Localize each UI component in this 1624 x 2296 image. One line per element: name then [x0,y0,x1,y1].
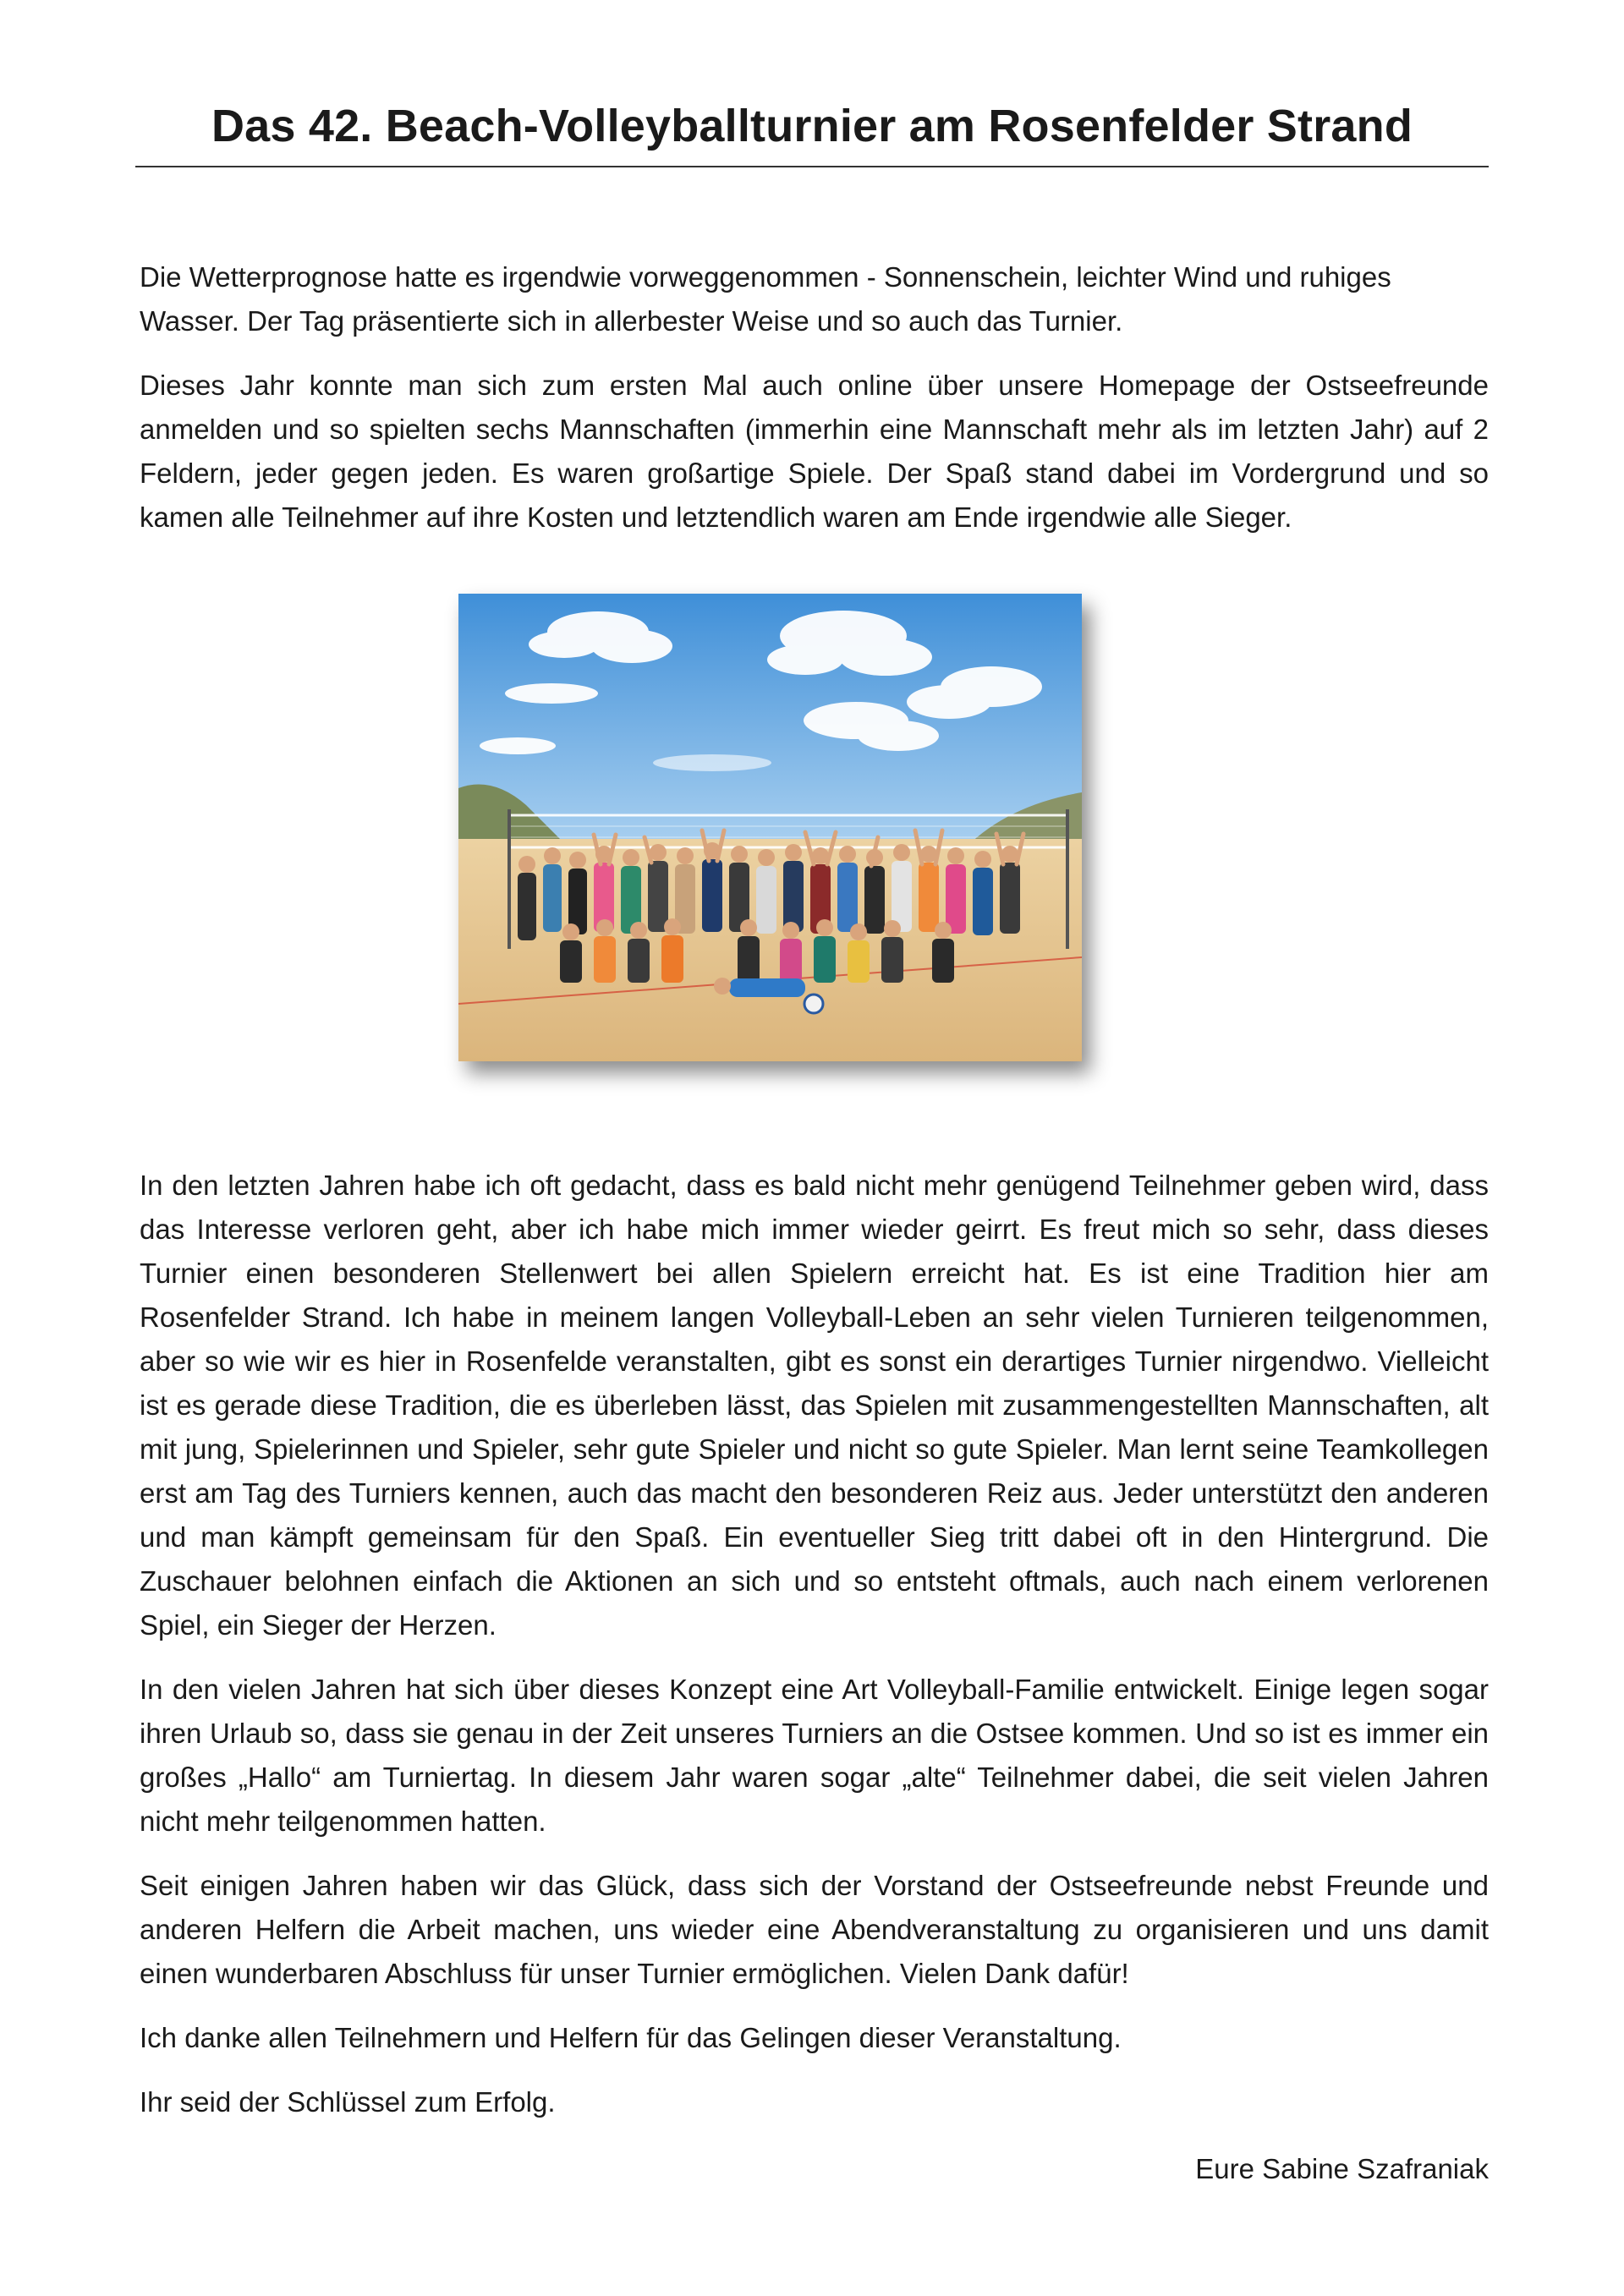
title-divider [135,166,1489,167]
page-title: Das 42. Beach-Volleyballturnier am Rosenfelder Strand [211,101,1413,151]
paragraph: Dieses Jahr konnte man sich zum ersten Mal auch online über unsere Homepage der Ostseefreunde anmelden und so spielten sechs Mannschaften (immerhin eine Mannschaft mehr als im letzten Jahr) auf 2 Feldern, jeder gegen jeden. Es waren großartige Spiele. Der Spaß stand dabei im Vordergrund und so kamen alle Teilnehmer auf ihre Kosten und letztendlich waren am Ende irgendwie alle Sieger. [140,370,1489,533]
paragraph: In den vielen Jahren hat sich über dieses Konzept eine Art Volleyball-Familie entwickelt. Einige legen sogar ihren Urlaub so, dass sie genau in der Zeit unseres Turniers an die Ostsee kommen. Und so ist es immer ein großes „Hallo“ am Turniertag. In diesem Jahr waren sogar „alte“ Teilnehmer dabei, die seit vielen Jahren nicht mehr teilgenommen hatten. [140,1674,1489,1837]
main-text [140,1164,1489,2124]
signature: Eure Sabine Szafraniak [1195,2153,1489,2184]
intro-text [140,255,1489,540]
paragraph: Ihr seid der Schlüssel zum Erfolg. [140,2086,556,2118]
group-photo [458,594,1082,1061]
paragraph: Ich danke allen Teilnehmern und Helfern für das Gelingen dieser Veranstaltung. [140,2022,1122,2053]
paragraph: In den letzten Jahren habe ich oft gedacht, dass es bald nicht mehr genügend Teilnehmer geben wird, dass das Interesse verloren geht, aber ich habe mich immer wieder geirrt. Es freut mich so sehr, dass dieses Turnier einen besonderen Stellenwert bei allen Spielern erreicht hat. Es ist eine Tradition hier am Rosenfelder Strand. Ich habe in meinem langen Volleyball-Leben an sehr vielen Turnieren teilgenommen, aber so wie wir es hier in Rosenfelde veranstalten, gibt es sonst ein derartiges Turnier nirgendwo. Vielleicht ist es gerade diese Tradition, die es überleben lässt, das Spielen mit zusammengestellten Mannschaften, alt mit jung, Spielerinnen und Spieler, sehr gute Spieler und nicht so gute Spieler. Man lernt seine Teamkollegen erst am Tag des Turniers kennen, auch das macht den besonderen Reiz aus. Jeder unterstützt den anderen und man kämpft gemeinsam für den Spaß. Ein eventueller Sieg tritt dabei oft in den Hintergrund. Die Zuschauer belohnen einfach die Aktionen an sich und so entsteht oftmals, auch nach einem verlorenen Spiel, ein Sieger der Herzen. [140,1170,1489,1641]
paragraph: Seit einigen Jahren haben wir das Glück, dass sich der Vorstand der Ostseefreunde nebst Freunde und anderen Helfern die Arbeit machen, uns wieder eine Abendveranstaltung zu organisieren und uns damit einen wunderbaren Abschluss für unser Turnier ermöglichen. Vielen Dank dafür! [140,1870,1489,1989]
paragraph: Die Wetterprognose hatte es irgendwie vorweggenommen - Sonnenschein, leichter Wind und ruhiges Wasser. Der Tag präsentierte sich in allerbester Weise und so auch das Turnier. [140,261,1391,337]
